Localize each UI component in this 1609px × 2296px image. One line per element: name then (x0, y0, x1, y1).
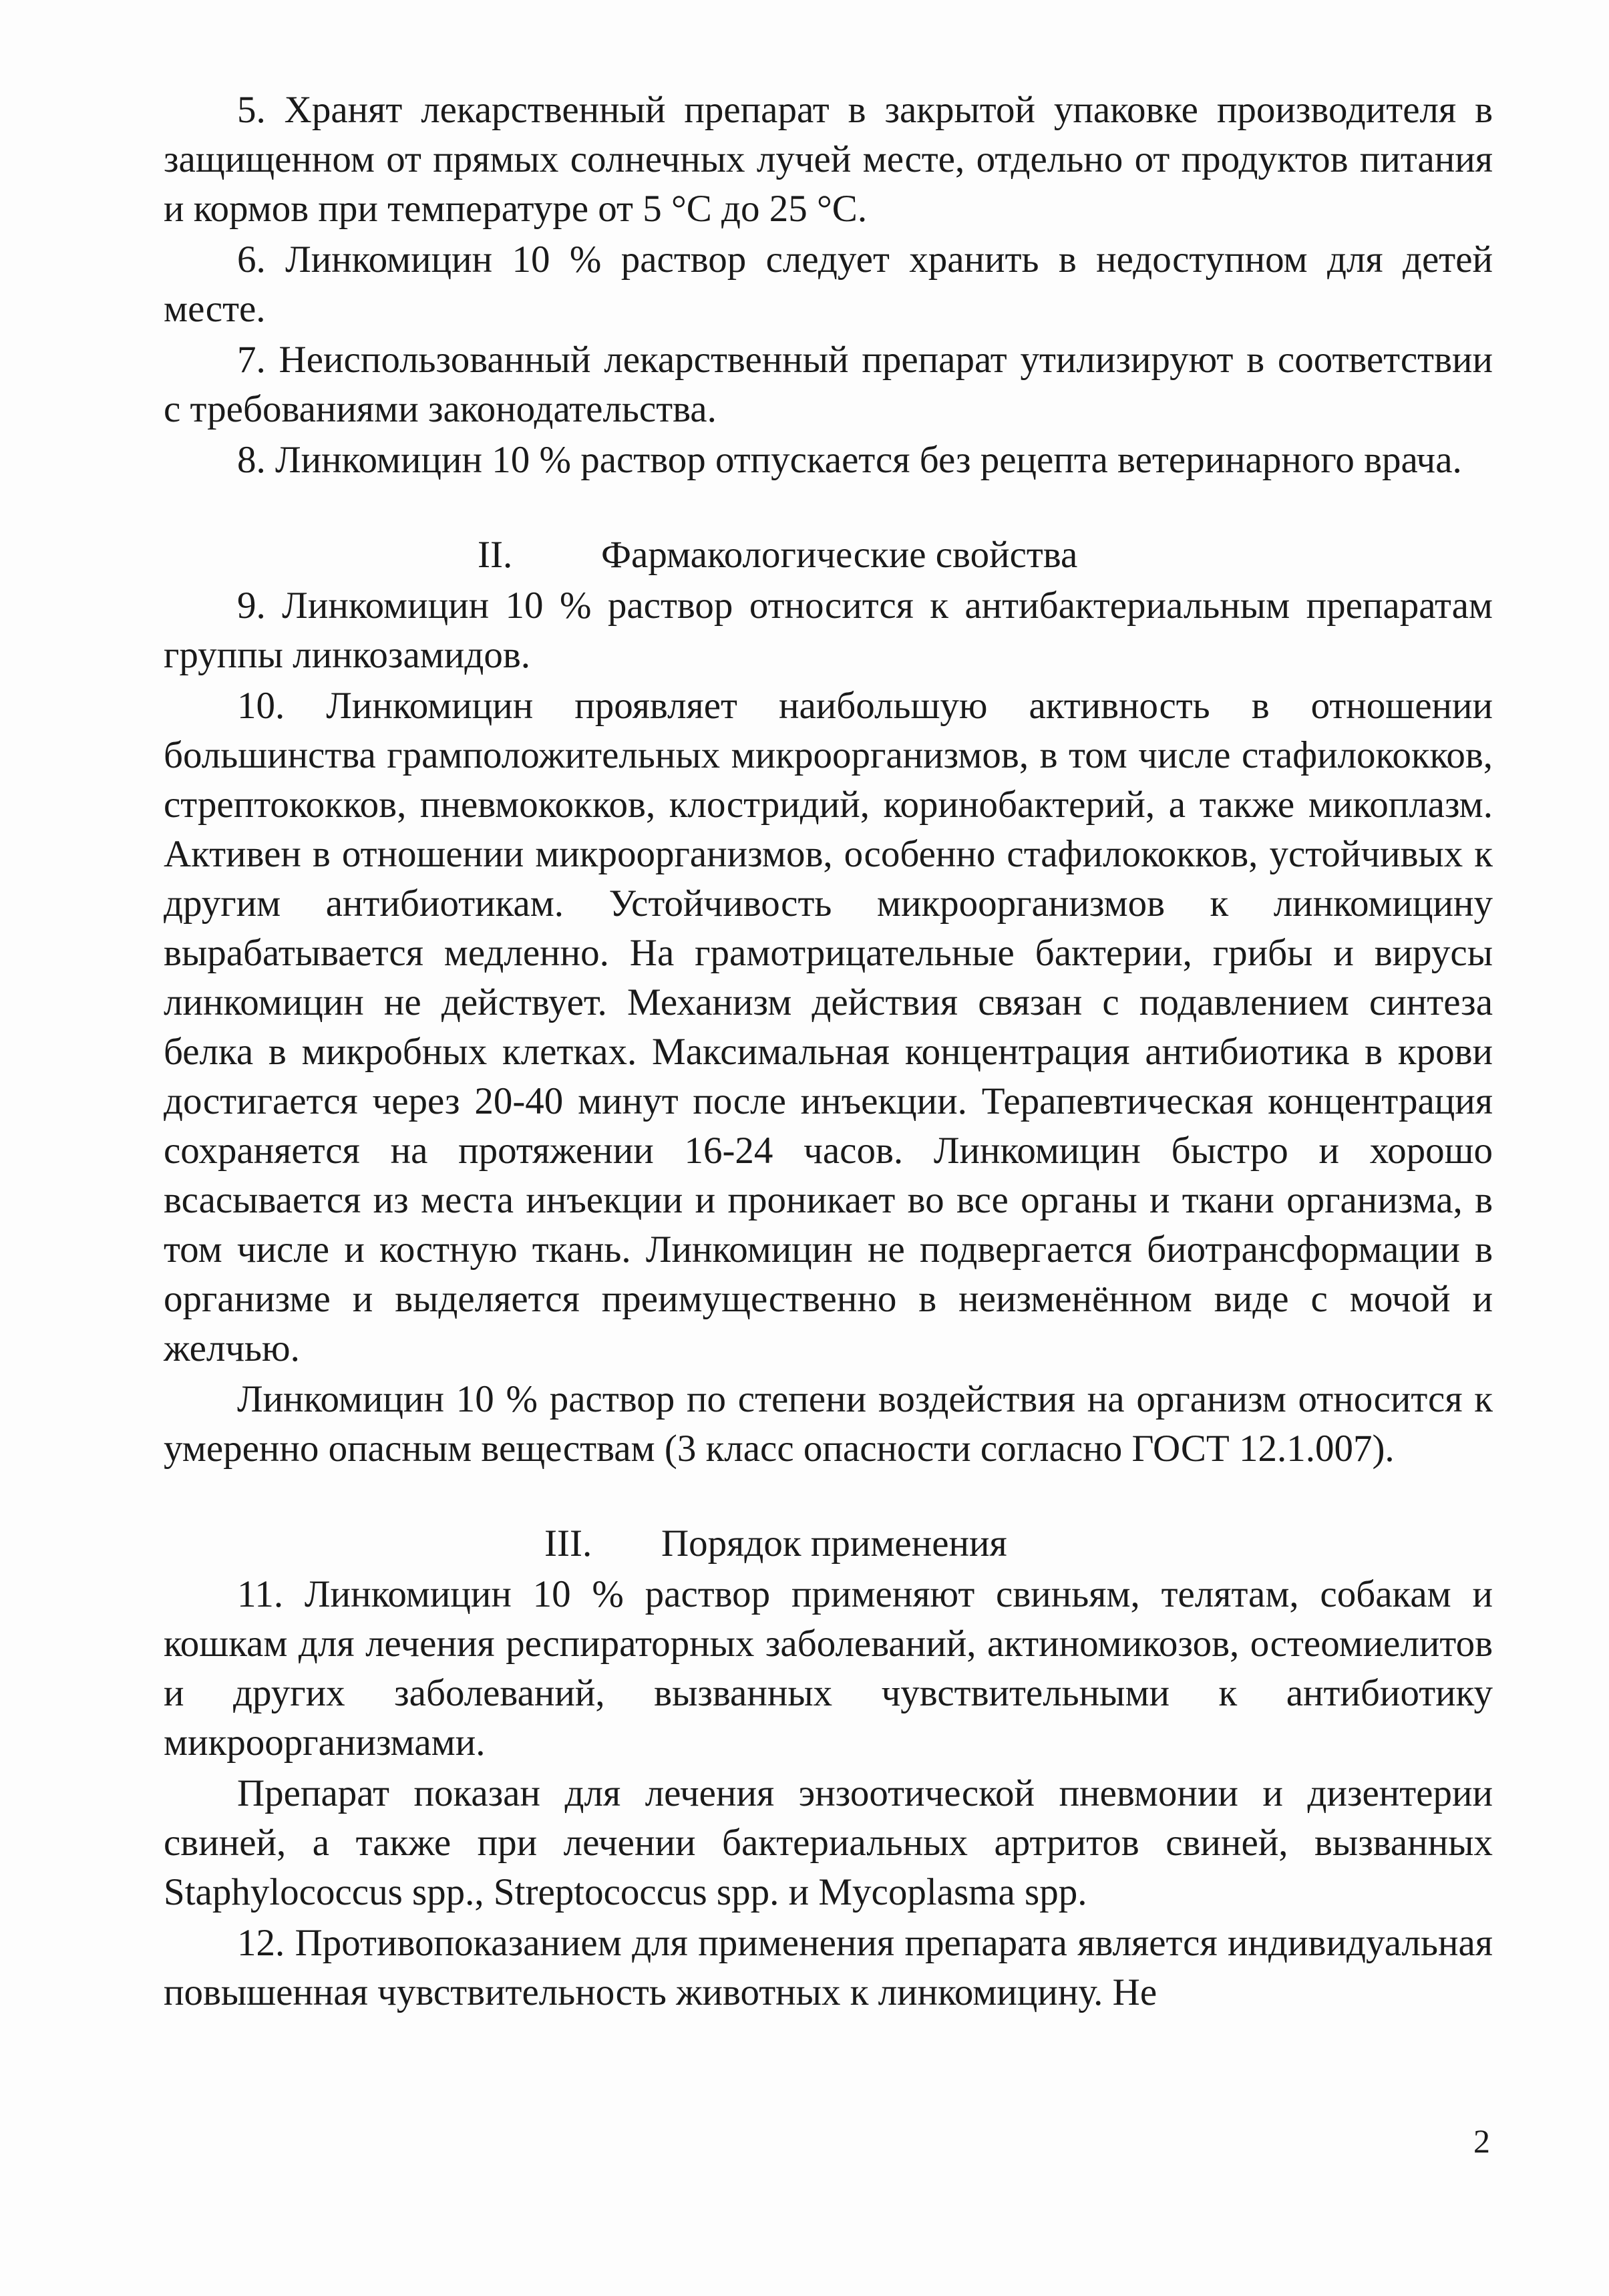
section-title: Фармакологические свойства (601, 534, 1078, 576)
paragraph-12: 12. Противопоказанием для применения препарата является индивидуальная повышенная чувствительность животных к линкомицину. Не (164, 1922, 1493, 2013)
section-title: Порядок применения (661, 1522, 1007, 1565)
paragraph-9: 9. Линкомицин 10 % раствор относится к антибактериальным препаратам группы линкозамидов. (164, 585, 1493, 676)
paragraph-6: 6. Линкомицин 10 % раствор следует хранить в недоступном для детей месте. (164, 238, 1493, 330)
section-number: II. (478, 534, 513, 576)
document-body (164, 86, 1493, 2019)
paragraph-10: 10. Линкомицин проявляет наибольшую активность в отношении большинства грамположительных микроорганизмов, в том числе стафилококков, стрептококков, пневмококков, клостридий, коринобактерий, а также микоплазм. Активен в отношении микроорганизмов, особенно стафилококков, устойчивых к другим антибиотикам. Устойчивость микроорганизмов к линкомицину вырабатывается медленно. На грамотрицательные бактерии, грибы и вирусы линкомицин не действует. Механизм действия связан с подавлением синтеза белка в микробных клетках. Максимальная концентрация антибиотика в крови достигается через 20-40 минут после инъекции. Терапевтическая концентрация сохраняется на протяжении 16-24 часов. Линкомицин быстро и хорошо всасывается из места инъекции и проникает во все органы и ткани организма, в том числе и костную ткань. Линкомицин не подвергается биотрансформации в организме и выделяется преимущественно в неизменённом виде с мочой и желчью. (164, 685, 1493, 1369)
section-heading-pharmacology (164, 530, 1493, 581)
paragraph-hazard-class: Линкомицин 10 % раствор по степени воздействия на организм относится к умеренно опасным веществам (3 класс опасности согласно ГОСТ 12.1.007). (164, 1378, 1493, 1470)
paragraph-11: 11. Линкомицин 10 % раствор применяют свиньям, телятам, собакам и кошкам для лечения респираторных заболеваний, актиномикозов, остеомиелитов и других заболеваний, вызванных чувствительными к антибиотику микроорганизмами. (164, 1573, 1493, 1764)
section-number: III. (544, 1522, 592, 1565)
page-number: 2 (1473, 2122, 1490, 2160)
paragraph-7: 7. Неиспользованный лекарственный препарат утилизируют в соответствии с требованиями законодательства. (164, 339, 1493, 430)
section-heading-application (164, 1519, 1493, 1570)
paragraph-indications: Препарат показан для лечения энзоотической пневмонии и дизентерии свиней, а также при лечении бактериальных артритов свиней, вызванных Staphylococcus spp., Streptococcus spp. и Mycoplasma spp. (164, 1772, 1493, 1913)
paragraph-5: 5. Хранят лекарственный препарат в закрытой упаковке производителя в защищенном от прямых солнечных лучей месте, отдельно от продуктов питания и кормов при температуре от 5 °С до 25 °С. (164, 89, 1493, 230)
paragraph-8: 8. Линкомицин 10 % раствор отпускается без рецепта ветеринарного врача. (237, 439, 1462, 481)
